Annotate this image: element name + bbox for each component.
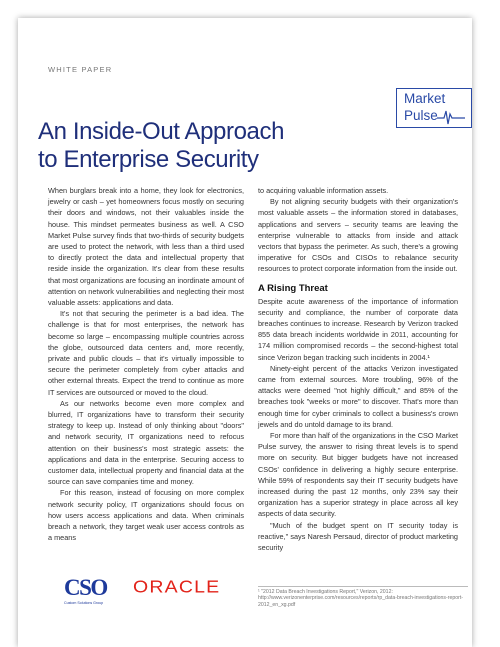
cso-logo xyxy=(64,576,110,605)
body-paragraph: For more than half of the organizations in the CSO Market Pulse survey, the answer to rising threat levels is to spend more on security. But bigger budgets have not increased CSOs' confidence in delivering a highly secure enterprise. While 59% of respondents say their IT security budgets have increased during the past 12 months, only 23% say their organization has a superior strategy in place across all key aspects of data security. xyxy=(258,431,458,519)
body-paragraph: to acquiring valuable information assets. xyxy=(258,186,389,195)
body-paragraph: Ninety-eight percent of the attacks Verizon investigated came from external sources. More troubling, 96% of the attacks were deemed "not highly difficult," and 85% of the breaches took "weeks or more" to discover. That's more than enough time for cyber criminals to collect a business's crown jewels and do untold damage to its brand. xyxy=(258,363,458,429)
title-line2: to Enterprise Security xyxy=(38,146,259,173)
cso-logo-subtitle: Custom Solutions Group xyxy=(64,601,104,605)
title-line1: An Inside-Out Approach xyxy=(38,118,285,145)
body-paragraph: "Much of the budget spent on IT security today is reactive," says Naresh Persaud, director of product marketing security xyxy=(258,520,458,553)
page-title xyxy=(38,118,284,174)
logo-line1: Market xyxy=(404,91,446,106)
section-heading: A Rising Threat xyxy=(258,282,328,294)
document-kicker: WHITE PAPER xyxy=(48,65,113,74)
cso-logo-mark: CSO xyxy=(64,575,107,600)
right-column xyxy=(258,185,458,553)
oracle-logo: ORACLE xyxy=(133,577,221,597)
left-column xyxy=(48,185,244,544)
body-paragraph: For this reason, instead of focusing on more complex network security policy, IT organizations should focus on how users access applications and data. When criminals breach a network, they target weak user access controls as a means xyxy=(48,488,244,543)
pulse-wave-icon xyxy=(437,108,465,126)
body-paragraph: As our networks become even more complex and blurred, IT organizations have to transform their security strategy to keep up. Instead of only thinking about "doors" and network security, IT organizations need to refocus attention on their business's most strategic assets: the applications and data in the enterprise. Securing access to customer data, intellectual property and financial data at the source can save companies time and money. xyxy=(48,398,244,487)
body-paragraph: Despite acute awareness of the importance of information security and compliance, the number of corporate data breaches continues to increase. Research by Verizon tracked 855 data breach incidents worldwide in 2011, accounting for 174 million compromised records – the second-highest total since Verizon began tracking such incidents in 2004.¹ xyxy=(258,296,458,362)
body-paragraph: It's not that securing the perimeter is a bad idea. The challenge is that for most enterprises, the network has become so large – encompassing multiple countries across the globe, outsourced data centers and, more recently, private and public clouds – that it's virtually impossible to secure the perimeter completely from cyber attacks and other external threats. Expect the trend to continue as more IT services are outsourced or moved to the cloud. xyxy=(48,309,244,397)
logo-line2: Pulse xyxy=(404,108,438,123)
market-pulse-logo xyxy=(396,88,472,128)
body-paragraph: When burglars break into a home, they look for electronics, jewelry or cash – yet homeowners focus mostly on securing their doors and windows, not their valuables inside the house. This mindset permeates business as well. A CSO Market Pulse survey finds that two-thirds of security budgets are used to protect the network, with less than a third used to directly protect the data and intellectual property that reside inside the organization. It's clear from these results that most organizations are focusing an inordinate amount of attention on network vulnerabilities and neglecting their most valuable assets: applications and data. xyxy=(48,186,244,308)
footnote: ¹ "2012 Data Breach Investigations Report," Verizon, 2012: http://www.verizonenterprise.com/resources/reports/rp_data-breach-investigations-report-2012_en_xg.pdf xyxy=(258,586,468,608)
body-paragraph: By not aligning security budgets with their organization's most valuable assets – the information stored in databases, applications and servers – security teams are leaving the enterprise vulnerable to attacks from inside and attack vectors that bypass the perimeter. As such, there's a growing imperative for CSOs and CISOs to rebalance security resources to protect corporate information from the inside out. xyxy=(258,197,458,274)
